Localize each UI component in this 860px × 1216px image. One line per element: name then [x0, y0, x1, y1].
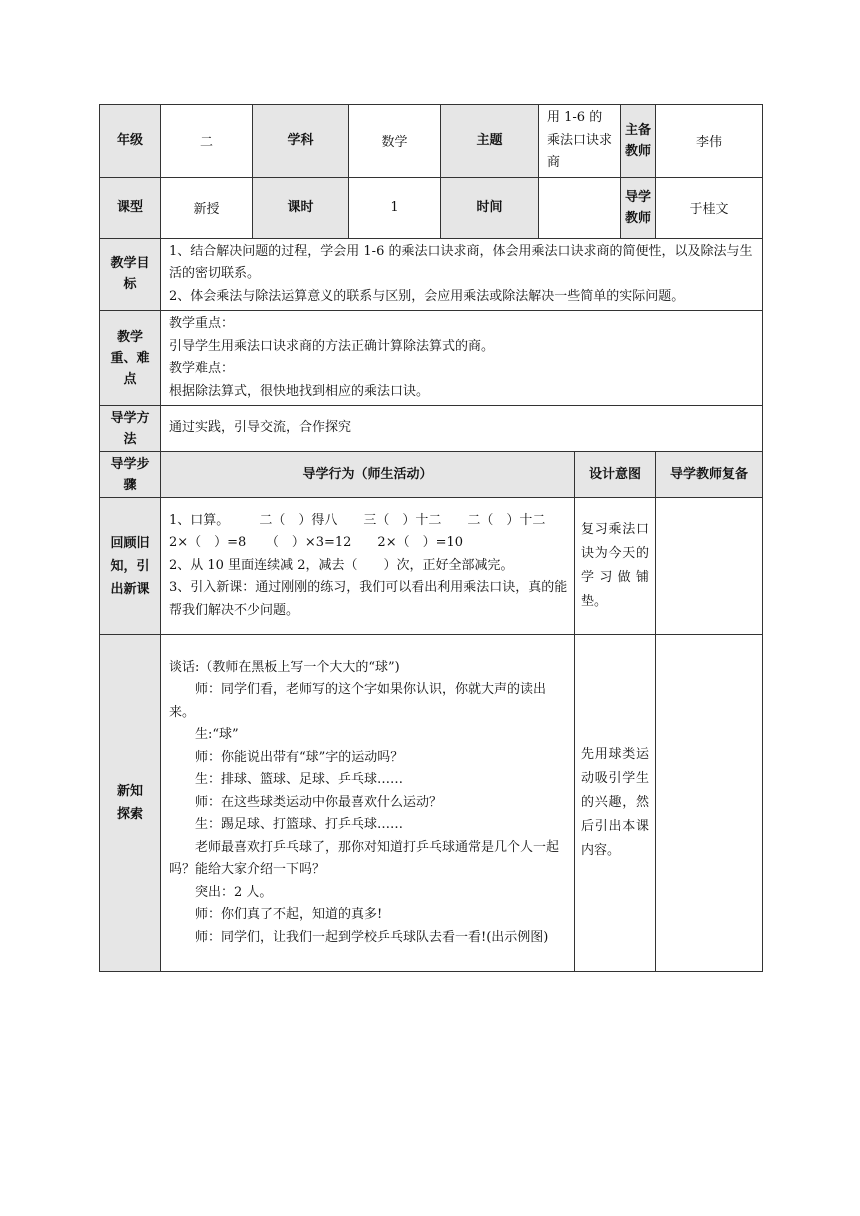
design-col-header: 设计意图: [575, 452, 656, 498]
new-section-content: [161, 635, 575, 972]
goals-row: [100, 238, 763, 311]
goals-label: 教学目标: [100, 238, 161, 311]
goal-line-2: 2、体会乘法与除法运算意义的联系与区别，会应用乘法或除法解决一些简单的实际问题。: [169, 288, 685, 304]
new-line-1: 谈话:（教师在黑板上写一个大大的“球”): [169, 659, 400, 675]
review-line-2: 2×（ ）=8 （ ）×3=12 2×（ ）=10: [169, 535, 464, 551]
guide-teacher-label: 导学教师: [621, 177, 656, 238]
key-point-line-2: 引导学生用乘法口诀求商的方法正确计算除法算式的商。: [169, 338, 495, 354]
period-label: 课时: [253, 177, 349, 238]
key-points-content: [161, 311, 763, 406]
new-line-2: 师：同学们看，老师写的这个字如果你认识，你就大声的读出来。: [169, 682, 547, 720]
type-value: 新授: [161, 177, 253, 238]
new-section-design: 先用球类运动吸引学生的兴趣，然后引出本课内容。: [575, 635, 656, 972]
new-line-7: 生：踢足球、打篮球、打乒乓球……: [195, 817, 404, 833]
new-line-5: 生：排球、篮球、足球、乒乓球……: [195, 772, 404, 788]
grade-value: 二: [161, 105, 253, 178]
key-point-line-1: 教学重点：: [169, 316, 235, 331]
activity-col-header: 导学行为（师生活动）: [161, 452, 575, 498]
new-section-row: [100, 635, 763, 972]
new-line-3: 生:“球”: [195, 727, 239, 743]
method-label: 导学方法: [100, 406, 161, 452]
grade-label: 年级: [100, 105, 161, 178]
new-section-label: 新知探索: [100, 635, 161, 972]
new-line-10: 师：你们真了不起，知道的真多!: [195, 907, 383, 923]
key-points-row: [100, 311, 763, 406]
review-col-header: 导学教师复备: [656, 452, 763, 498]
key-point-line-3: 教学难点：: [169, 361, 235, 376]
key-points-label: 教学重、难点: [100, 311, 161, 406]
review-section-review: [656, 498, 763, 635]
header-row-1: [100, 105, 763, 178]
key-point-line-4: 根据除法算式，很快地找到相应的乘法口诀。: [169, 383, 430, 399]
review-section-label: 回顾旧知，引出新课: [100, 498, 161, 635]
lead-teacher-label: 主备教师: [621, 105, 656, 178]
review-line-3: 2、从 10 里面连续减 2，减去（ ）次，正好全部减完。: [169, 557, 514, 573]
lesson-plan-table: [99, 104, 763, 972]
review-line-1: 1、口算。 二（ ）得八 三（ ）十二 二（ ）十二: [169, 512, 546, 528]
header-row-2: [100, 177, 763, 238]
review-line-4: 3、引入新课：通过刚刚的练习，我们可以看出利用乘法口诀，真的能帮我们解决不少问题。: [169, 580, 568, 618]
goal-line-1: 1、结合解决问题的过程，学会用 1-6 的乘法口诀求商，体会用乘法口诀求商的简便性，以及除法与生活的密切联系。: [169, 243, 753, 281]
new-line-11: 师：同学们，让我们一起到学校乒乓球队去看一看!(出示例图): [195, 929, 549, 945]
new-section-review: [656, 635, 763, 972]
period-value: 1: [349, 177, 441, 238]
time-label: 时间: [441, 177, 539, 238]
subject-label: 学科: [253, 105, 349, 178]
topic-value: 用 1-6 的乘法口诀求商: [539, 105, 621, 178]
lead-teacher-value: 李伟: [656, 105, 763, 178]
goals-content: [161, 238, 763, 311]
new-line-4: 师：你能说出带有“球”字的运动吗？: [195, 749, 404, 765]
method-row: [100, 406, 763, 452]
review-section-content: [161, 498, 575, 635]
new-line-8: 老师最喜欢打乒乓球了，那你对知道打乒乓球通常是几个人一起吗？能给大家介绍一下吗？: [169, 839, 560, 878]
review-section-design: 复习乘法口诀为今天的学习做铺垫。: [575, 498, 656, 635]
method-value: 通过实践，引导交流，合作探究: [161, 406, 763, 452]
steps-header-row: [100, 452, 763, 498]
type-label: 课型: [100, 177, 161, 238]
review-section-row: [100, 498, 763, 635]
new-line-6: 师：在这些球类运动中你最喜欢什么运动？: [195, 794, 443, 810]
steps-label: 导学步骤: [100, 452, 161, 498]
subject-value: 数学: [349, 105, 441, 178]
guide-teacher-value: 于桂文: [656, 177, 763, 238]
new-line-9: 突出：2 人。: [195, 884, 273, 900]
time-value: [539, 177, 621, 238]
topic-label: 主题: [441, 105, 539, 178]
